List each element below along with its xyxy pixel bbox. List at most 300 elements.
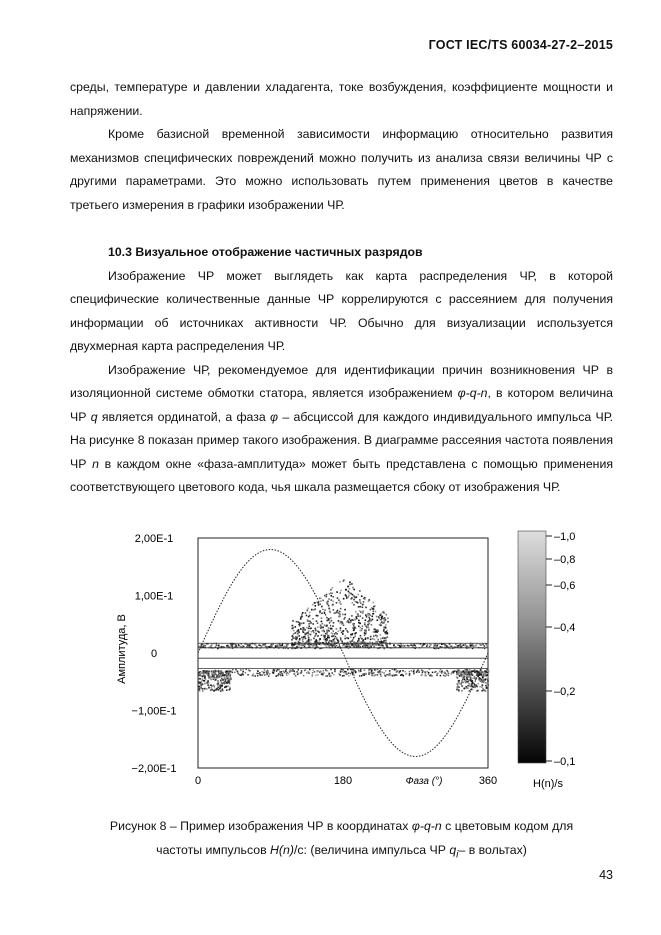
pd-point — [474, 676, 476, 678]
pd-point — [476, 670, 478, 672]
pd-point — [402, 670, 404, 672]
pd-point — [477, 683, 479, 685]
pd-point — [321, 617, 323, 619]
pd-point — [384, 675, 386, 677]
pd-point — [363, 673, 365, 675]
pd-point — [477, 690, 479, 692]
pd-point — [333, 644, 335, 646]
pd-point — [358, 625, 360, 627]
y-axis-label: Амплитуда, В — [116, 614, 128, 684]
pd-point — [297, 636, 299, 638]
pd-point — [464, 679, 466, 681]
pd-point — [322, 627, 324, 629]
pd-point — [389, 673, 391, 675]
pd-point — [377, 674, 379, 676]
pd-point — [380, 671, 382, 673]
pd-point — [439, 671, 441, 673]
pd-point — [283, 670, 285, 672]
pd-point — [380, 638, 382, 640]
pd-point — [429, 646, 431, 648]
pd-point — [315, 675, 317, 677]
pd-point — [312, 672, 314, 674]
pd-point — [413, 671, 415, 673]
pd-point — [300, 618, 302, 620]
pd-point — [365, 619, 367, 621]
pd-point — [332, 605, 334, 607]
pd-point — [314, 602, 316, 604]
pd-point — [393, 674, 395, 676]
pd-point — [330, 617, 332, 619]
pd-point — [256, 673, 258, 675]
pd-point — [465, 645, 467, 647]
pd-point — [294, 672, 296, 674]
pd-point — [368, 674, 370, 676]
pd-point — [336, 591, 338, 593]
pd-point — [308, 639, 310, 641]
pd-point — [312, 618, 314, 620]
pd-point — [345, 645, 347, 647]
pd-point — [229, 687, 231, 689]
pd-point — [278, 673, 280, 675]
pd-point — [232, 669, 234, 671]
pd-point — [370, 646, 372, 648]
pd-point — [210, 684, 212, 686]
pd-point — [350, 634, 352, 636]
pd-point — [230, 678, 232, 680]
pd-point — [290, 670, 292, 672]
pd-point — [459, 675, 461, 677]
pd-point — [324, 609, 326, 611]
pd-point — [326, 639, 328, 641]
pd-point — [269, 673, 271, 675]
pd-point — [228, 679, 230, 681]
pd-point — [327, 637, 329, 639]
paragraph-1: среды, температуре и давлении хладагента, токе возбуждения, коэффициенте мощности и напряжении. — [70, 80, 613, 118]
pd-point — [325, 675, 327, 677]
pd-point — [326, 670, 328, 672]
pd-point — [340, 603, 342, 605]
pd-point — [333, 622, 335, 624]
pd-point — [261, 645, 263, 647]
pd-point — [355, 611, 357, 613]
pd-point — [351, 619, 353, 621]
pd-point — [358, 641, 360, 643]
pd-point — [332, 672, 334, 674]
pd-point — [365, 646, 367, 648]
pd-point — [299, 622, 301, 624]
pd-point — [470, 645, 472, 647]
pd-point — [372, 613, 374, 615]
pd-point — [331, 593, 333, 595]
pd-point — [327, 675, 329, 677]
pd-point — [257, 675, 259, 677]
pd-point — [482, 684, 484, 686]
pd-point — [201, 671, 203, 673]
pd-point — [474, 670, 476, 672]
pd-point — [349, 622, 351, 624]
pd-point — [352, 644, 354, 646]
pd-point — [308, 608, 310, 610]
pd-point — [484, 670, 486, 672]
pd-point — [341, 671, 343, 673]
pd-point — [485, 690, 487, 692]
pd-point — [364, 624, 366, 626]
pd-point — [291, 639, 293, 641]
pd-point — [327, 635, 329, 637]
pd-point — [340, 629, 342, 631]
pd-point — [385, 640, 387, 642]
pd-point — [446, 674, 448, 676]
pd-point — [387, 621, 389, 623]
pd-point — [302, 644, 304, 646]
pd-point — [352, 633, 354, 635]
pd-point — [268, 675, 270, 677]
pd-point — [306, 615, 308, 617]
pd-point — [370, 620, 372, 622]
pd-point — [319, 671, 321, 673]
pd-point — [298, 624, 300, 626]
pd-point — [359, 606, 361, 608]
pd-point — [370, 639, 372, 641]
pd-point — [477, 673, 479, 675]
pd-point — [343, 618, 345, 620]
pd-point — [340, 608, 342, 610]
pd-point — [424, 671, 426, 673]
pd-point — [370, 609, 372, 611]
pd-point — [300, 644, 302, 646]
pd-point — [202, 677, 204, 679]
pd-point — [339, 674, 341, 676]
pd-point — [373, 611, 375, 613]
pd-point — [321, 621, 323, 623]
pd-point — [308, 628, 310, 630]
pd-point — [403, 644, 405, 646]
pd-point — [304, 629, 306, 631]
pd-point — [393, 645, 395, 647]
pd-point — [468, 675, 470, 677]
pd-point — [339, 611, 341, 613]
pd-point — [384, 637, 386, 639]
pd-point — [351, 640, 353, 642]
pd-point — [481, 686, 483, 688]
figure-caption — [70, 814, 613, 867]
pd-point — [242, 672, 244, 674]
pd-point — [463, 644, 465, 646]
pd-point — [372, 602, 374, 604]
pd-point — [226, 689, 228, 691]
pd-point — [292, 646, 294, 648]
pd-point — [436, 646, 438, 648]
pd-point — [308, 637, 310, 639]
pd-point — [317, 674, 319, 676]
pd-point — [220, 686, 222, 688]
pd-point — [350, 593, 352, 595]
pd-point — [292, 625, 294, 627]
pd-point — [297, 630, 299, 632]
colorbar-tick-label: –0,2 — [554, 686, 576, 698]
pd-point — [392, 675, 394, 677]
pd-point — [484, 646, 486, 648]
pd-point — [484, 674, 486, 676]
pd-point — [291, 628, 293, 630]
pd-point — [323, 636, 325, 638]
pd-point — [352, 594, 354, 596]
pd-point — [353, 625, 355, 627]
pd-point — [302, 641, 304, 643]
pd-point — [437, 673, 439, 675]
pd-point — [369, 618, 371, 620]
pd-point — [423, 644, 425, 646]
pd-point — [217, 670, 219, 672]
pd-point — [317, 626, 319, 628]
pd-point — [351, 602, 353, 604]
pd-point — [310, 634, 312, 636]
pd-point — [330, 644, 332, 646]
pd-point — [299, 625, 301, 627]
pd-point — [364, 597, 366, 599]
pd-point — [376, 629, 378, 631]
pd-point — [220, 683, 222, 685]
pd-point — [486, 684, 488, 686]
pd-point — [456, 671, 458, 673]
pd-point — [352, 639, 354, 641]
pd-point — [330, 589, 332, 591]
pd-point — [279, 644, 281, 646]
pd-point — [486, 646, 488, 648]
pd-point — [370, 636, 372, 638]
pd-point — [308, 616, 310, 618]
pd-point — [331, 632, 333, 634]
pd-point — [467, 687, 469, 689]
pd-point — [300, 628, 302, 630]
pd-point — [351, 615, 353, 617]
pd-point — [263, 673, 265, 675]
pd-point — [466, 675, 468, 677]
pd-point — [348, 591, 350, 593]
pd-point — [351, 583, 353, 585]
pd-point — [364, 599, 366, 601]
pd-point — [245, 672, 247, 674]
pd-point — [338, 599, 340, 601]
pd-point — [331, 636, 333, 638]
pd-point — [225, 682, 227, 684]
pd-point — [376, 616, 378, 618]
pd-point — [222, 690, 224, 692]
pd-point — [339, 602, 341, 604]
pd-point — [282, 646, 284, 648]
pd-point — [343, 598, 345, 600]
pd-point — [464, 688, 466, 690]
pd-point — [208, 687, 210, 689]
pd-point — [335, 633, 337, 635]
pd-point — [215, 689, 217, 691]
pd-point — [380, 673, 382, 675]
standard-header: ГОСТ IEC/TS 60034-27-2–2015 — [428, 38, 613, 52]
pd-point — [379, 624, 381, 626]
pd-point — [383, 672, 385, 674]
pd-point — [336, 645, 338, 647]
pd-point — [327, 630, 329, 632]
pd-point — [470, 675, 472, 677]
pd-point — [321, 635, 323, 637]
pd-point — [344, 671, 346, 673]
pd-point — [308, 625, 310, 627]
pd-point — [449, 646, 451, 648]
pd-point — [214, 686, 216, 688]
pd-point — [433, 646, 435, 648]
pd-point — [474, 685, 476, 687]
pd-point — [353, 604, 355, 606]
pd-point — [461, 690, 463, 692]
pd-point — [213, 673, 215, 675]
pd-point — [289, 671, 291, 673]
pd-point — [320, 671, 322, 673]
pd-point — [354, 597, 356, 599]
pd-point — [381, 641, 383, 643]
pd-point — [314, 628, 316, 630]
pd-point — [439, 646, 441, 648]
pd-point — [343, 675, 345, 677]
pd-point — [348, 645, 350, 647]
pd-point — [358, 606, 360, 608]
pd-point — [316, 640, 318, 642]
pd-point — [248, 645, 250, 647]
pd-point — [224, 677, 226, 679]
pd-point — [329, 640, 331, 642]
pd-point — [471, 672, 473, 674]
pd-point — [210, 687, 212, 689]
pd-point — [198, 688, 200, 690]
pd-point — [468, 673, 470, 675]
pd-point — [312, 623, 314, 625]
pd-point — [365, 673, 367, 675]
pd-point — [396, 674, 398, 676]
pd-point — [267, 671, 269, 673]
pd-point — [329, 675, 331, 677]
pd-point — [352, 623, 354, 625]
pd-point — [200, 688, 202, 690]
pd-point — [371, 670, 373, 672]
paragraph-3: Изображение ЧР может выглядеть как карта распределения ЧР, в которой специфические количественные данные ЧР коррелируются с рассеянием для получения информации об источниках активности ЧР. Обычно для визуализации используется двухмерная карта распределения ЧР. — [70, 268, 613, 353]
pd-point — [198, 686, 200, 688]
pd-point — [434, 671, 436, 673]
pd-point — [299, 639, 301, 641]
pd-point — [209, 675, 211, 677]
pd-point — [382, 672, 384, 674]
pd-point — [332, 625, 334, 627]
pd-point — [202, 690, 204, 692]
colorbar-tick-label: –0,6 — [554, 580, 576, 592]
pd-point — [390, 675, 392, 677]
pd-point — [253, 675, 255, 677]
pd-point — [334, 671, 336, 673]
pd-point — [368, 672, 370, 674]
pd-point — [427, 644, 429, 646]
pd-point — [414, 645, 416, 647]
pd-point — [486, 669, 488, 671]
paragraph-4: Изображение ЧР, рекомендуемое для идентификации причин возникновения ЧР в изоляционной системе обмотки статора, является изображением φ-q-n, в котором величина ЧР q является ординатой, а фаза φ – абсциссой для каждого индивидуального импульса ЧР. На рисунке 8 показан пример такого изображения. В диаграмме рассеяния частота появления ЧР n в каждом окне «фаза-амплитуда» может быть представлена с помощью применения соответствующего цветового кода, чья шкала размещается сбоку от изображения ЧР. — [70, 362, 614, 494]
pd-point — [208, 677, 210, 679]
pd-point — [301, 623, 303, 625]
pd-point — [352, 669, 354, 671]
pd-point — [458, 681, 460, 683]
pd-point — [476, 686, 478, 688]
pd-point — [359, 615, 361, 617]
pd-point — [313, 644, 315, 646]
pd-point — [322, 600, 324, 602]
pd-point — [326, 625, 328, 627]
pd-point — [428, 672, 430, 674]
pd-point — [303, 638, 305, 640]
pd-point — [441, 671, 443, 673]
pd-point — [320, 626, 322, 628]
pd-point — [448, 675, 450, 677]
pd-point — [308, 671, 310, 673]
pd-point — [362, 604, 364, 606]
pd-point — [240, 669, 242, 671]
pd-point — [232, 672, 234, 674]
pd-point — [309, 628, 311, 630]
pd-point — [304, 670, 306, 672]
pd-point — [364, 622, 366, 624]
pd-point — [483, 674, 485, 676]
pd-point — [377, 639, 379, 641]
pd-point — [225, 687, 227, 689]
pd-point — [456, 676, 458, 678]
pd-point — [293, 633, 295, 635]
pd-point — [474, 645, 476, 647]
pd-point — [380, 634, 382, 636]
pd-point — [266, 671, 268, 673]
pd-point — [394, 669, 396, 671]
pd-point — [225, 676, 227, 678]
pd-point — [263, 672, 265, 674]
pd-point — [248, 669, 250, 671]
pd-point — [306, 609, 308, 611]
pd-point — [382, 637, 384, 639]
pd-point — [314, 671, 316, 673]
pd-point — [375, 670, 377, 672]
pd-point — [425, 674, 427, 676]
pd-point — [225, 679, 227, 681]
pd-point — [331, 599, 333, 601]
pd-point — [456, 689, 458, 691]
pd-point — [234, 672, 236, 674]
pd-point — [457, 687, 459, 689]
pd-point — [360, 637, 362, 639]
pd-point — [362, 612, 364, 614]
pd-point — [267, 672, 269, 674]
pd-point — [397, 644, 399, 646]
pd-point — [373, 646, 375, 648]
pd-point — [340, 627, 342, 629]
pd-point — [367, 624, 369, 626]
pd-point — [469, 669, 471, 671]
colorbar-label: H(n)/s — [533, 778, 563, 790]
pd-point — [465, 687, 467, 689]
pd-point — [342, 633, 344, 635]
pd-point — [325, 644, 327, 646]
pd-point — [359, 627, 361, 629]
pd-point — [260, 674, 262, 676]
pd-point — [206, 671, 208, 673]
pd-point — [346, 637, 348, 639]
pd-point — [441, 644, 443, 646]
pd-point — [418, 671, 420, 673]
pd-point — [350, 636, 352, 638]
pd-point — [409, 671, 411, 673]
pd-point — [292, 670, 294, 672]
